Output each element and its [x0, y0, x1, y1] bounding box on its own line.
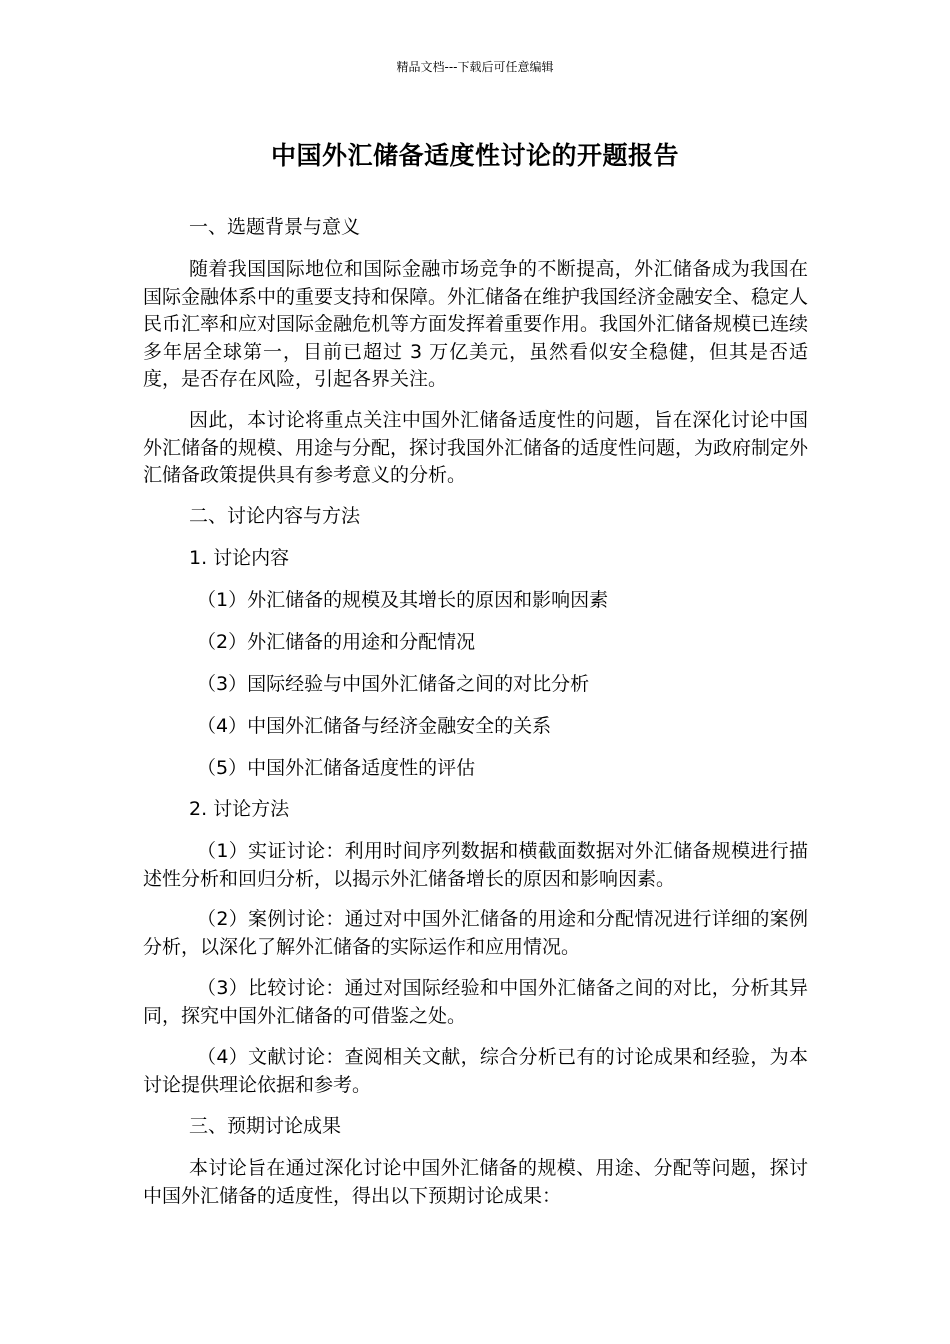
method-item-block-1 — [143, 838, 808, 893]
method-heading: 2. 讨论方法 — [189, 798, 290, 820]
content-heading: 1. 讨论内容 — [189, 547, 290, 569]
section1-paragraph-1: 随着我国国际地位和国际金融市场竞争的不断提高，外汇储备成为我国在国际金融体系中的重要支持和保障。外汇储备在维护我国经济金融安全、稳定人民币汇率和应对国际金融危机等方面发挥着重要作用。我国外汇储备规模已连续多年居全球第一，目前已超过 3 万亿美元，虽然看似安全稳健，但其是否适度，是否存在风险，引起各界关注。 — [143, 258, 809, 390]
content-item-block-5 — [143, 755, 808, 783]
content-item: （5）中国外汇储备适度性的评估 — [197, 757, 476, 779]
section3-paragraph-1: 本讨论旨在通过深化讨论中国外汇储备的规模、用途、分配等问题，探讨中国外汇储备的适度性，得出以下预期讨论成果： — [143, 1157, 808, 1207]
section2-heading: 二、讨论内容与方法 — [189, 505, 361, 527]
content-heading-block — [143, 545, 808, 573]
section1-para1-block — [143, 256, 808, 394]
content-item: （3）国际经验与中国外汇储备之间的对比分析 — [197, 673, 590, 695]
method-item: （2）案例讨论：通过对中国外汇储备的用途和分配情况进行详细的案例分析，以深化了解外汇储备的实际运作和应用情况。 — [143, 908, 808, 958]
section1-paragraph-2: 因此，本讨论将重点关注中国外汇储备适度性的问题，旨在深化讨论中国外汇储备的规模、用途与分配，探讨我国外汇储备的适度性问题，为政府制定外汇储备政策提供具有参考意义的分析。 — [143, 409, 809, 486]
content-item-block-2 — [143, 629, 808, 657]
content-item: （2）外汇储备的用途和分配情况 — [197, 631, 476, 653]
section2-heading-block — [143, 503, 808, 531]
content-item: （4）中国外汇储备与经济金融安全的关系 — [197, 715, 552, 737]
content-item-block-3 — [143, 671, 808, 699]
content-item: （1）外汇储备的规模及其增长的原因和影响因素 — [197, 589, 609, 611]
section1-para2-block — [143, 407, 808, 490]
section3-para1-block — [143, 1155, 808, 1210]
method-item-block-2 — [143, 906, 808, 961]
method-item-block-4 — [143, 1044, 808, 1099]
section3-heading: 三、预期讨论成果 — [189, 1115, 342, 1137]
document-title: 中国外汇储备适度性讨论的开题报告 — [270, 141, 679, 170]
method-heading-block — [143, 796, 808, 824]
method-item: （3）比较讨论：通过对国际经验和中国外汇储备之间的对比，分析其异同，探究中国外汇储备的可借鉴之处。 — [143, 977, 808, 1027]
section1-heading-block — [143, 214, 808, 242]
page-header: 精品文档---下载后可任意编辑 — [396, 60, 554, 74]
method-item-block-3 — [143, 975, 808, 1030]
section1-heading: 一、选题背景与意义 — [189, 216, 361, 238]
content-item-block-4 — [143, 713, 808, 741]
section3-heading-block — [143, 1113, 808, 1141]
content-item-block-1 — [143, 587, 808, 615]
method-item: （4）文献讨论：查阅相关文献，综合分析已有的讨论成果和经验，为本讨论提供理论依据和参考。 — [143, 1046, 808, 1096]
method-item: （1）实证讨论：利用时间序列数据和横截面数据对外汇储备规模进行描述性分析和回归分析，以揭示外汇储备增长的原因和影响因素。 — [143, 840, 808, 890]
